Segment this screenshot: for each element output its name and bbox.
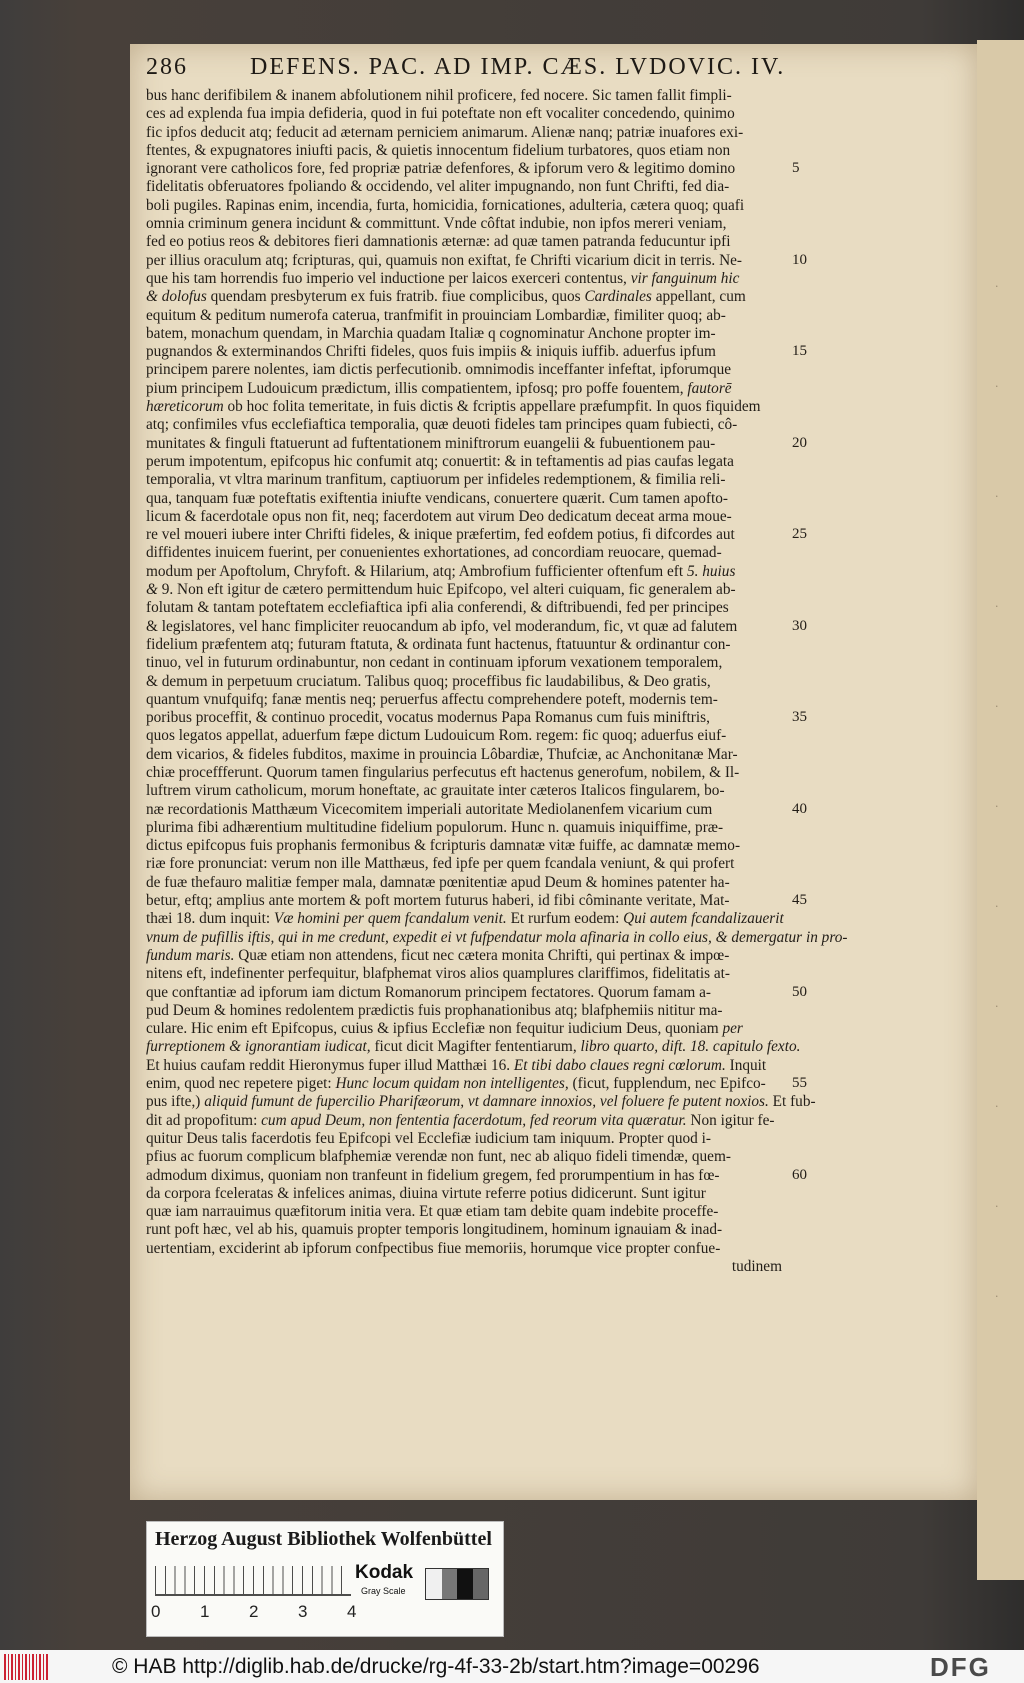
scale-ruler [155,1566,351,1596]
text-line [146,490,782,508]
text-span: pus ifte,) [146,1093,205,1111]
barcode-icon [4,1654,48,1680]
text-line [146,435,782,453]
text-span: ob hoc folita temeritate, in fuis dictis & fcriptis appellare præfumpfit. In quos fiquidem [223,398,761,416]
text-span: licum & facerdotale opus non fit, neq; facerdotem aut virum Deo dedicatum deceat arma moue- [146,507,732,525]
running-title: DEFENS. PAC. AD IMP. CÆS. LVDOVIC. IV. [250,54,786,80]
text-span: betur, eftq; amplius ante mortem & poft mortem futurus haberi, id fibi côminante veritate, Mat- [146,892,730,910]
text-line [146,380,782,398]
text-span: dem vicarios, & fideles fubditos, maxime in prouincia Lôbardiæ, Thufciæ, ac Anchonitanæ Mar- [146,745,738,763]
text-line [146,398,782,416]
text-line [146,526,782,544]
text-line [146,416,782,434]
line-number: 60 [792,1166,807,1183]
line-number: 30 [792,617,807,634]
text-span: Et fub- [768,1093,816,1111]
text-line [146,727,782,745]
text-line [146,636,782,654]
text-line [146,1203,782,1221]
text-span: fidelitatis obferuatores fpoliando & occidendo, vel aliter impugnando, non funt Chrifti, fed dia- [146,178,730,196]
text-line [146,1240,782,1258]
text-line [146,965,782,983]
text-span: nitens eft, indefinenter perfequitur, blafphemat viros alios quamplures clariffimos, fidelitatis at- [146,965,731,983]
text-line [146,1002,782,1020]
text-line [146,1167,782,1185]
text-line [146,325,782,343]
text-span: & legislatores, vel hanc fimpliciter reuocandum ab ipfo, vel moderandum, fic, vt quæ ad falutem [146,617,738,635]
text-line [146,1185,782,1203]
text-span: perum impotentum, epifcopus hic confumit atq; conuertit: & in teftamentis ad pias caufas legata [146,452,734,470]
gray-scale-label: Gray Scale [361,1586,406,1596]
text-span: ficut dicit Magifter fententiarum, [370,1038,581,1056]
text-span: fic ipfos deducit atq; feducit ad æternam perniciem animarum. Alienæ nanq; patriæ inuafores exi- [146,123,744,141]
facing-page-edge: · · · · · · · · · · · [977,40,1024,1580]
italic-span: Et tibi dabo claues regni cœlorum. [513,1056,726,1074]
text-line [146,673,782,691]
text-line [146,1075,782,1093]
text-span: que his tam horrendis fuo imperio vel inductione per laicos exerceri contentus, [146,269,631,287]
text-line [146,1148,782,1166]
line-number: 5 [792,160,800,177]
text-span: Et huius caufam reddit Hieronymus fuper illud Matthæi 16. [146,1056,514,1074]
text-span: principem parere nolentes, iam dictis perfecutionib. omnimodis inceffanter infeftat, ipforumque [146,361,732,379]
text-line [146,928,848,947]
text-line [146,142,782,160]
text-line [146,581,782,599]
italic-span: aliquid fumunt de fupercilio Pharifæorum, vt damnare innoxios, vel foluere fe putent noxios. [204,1093,769,1111]
text-span: appellant, cum [651,288,746,306]
ruler-label: 4 [347,1602,357,1621]
text-line [146,1038,801,1056]
text-span: pud Deum & homines redolentem prædictis fuis prophanationibus atq; blafphemiis nititur ma- [146,1001,723,1019]
page-header [146,54,826,78]
line-number: 50 [792,983,807,1000]
italic-span: vir fanguinum hic [630,269,740,287]
text-line [146,124,782,142]
line-number: 55 [792,1075,807,1092]
italic-span: Hunc locum quidam non intelligentes, [335,1075,569,1093]
text-span: riæ fore pronunciat: verum non ille Matthæus, fed ipfe per quem fcandala veniunt, & qui profert [146,855,735,873]
text-line [146,764,782,782]
text-span: pugnandos & exterminandos Chrifti fideles, quos fuis impiis & iniquis iuffib. aduerfus ipfum [146,343,716,361]
text-line [146,508,782,526]
text-line [146,618,782,636]
text-span: ftentes, & expugnatores iniufti pacis, & quietis innocentum fidelium turbatores, quos etiam non [146,141,731,159]
text-span: re vel moueri iubere inter Chrifti fideles, & inique præfertim, fed eofdem potius, fi difcordes aut [146,526,735,544]
text-line [146,1093,816,1111]
text-line [146,709,782,727]
text-span: equitum & peditum numerofa caterua, tranfmifit in prouinciam Lombardiæ, fimiliter quoq; ab- [146,306,726,324]
italic-span: fundum maris. [146,946,235,964]
text-span: de fuæ thefauro malitiæ femper mala, damnatæ pœnitentiæ apud Deum & homines patenter ha- [146,873,730,891]
italic-span: Cardinales [584,288,652,306]
text-span: quantum vnufquifq; fanæ mentis neq; peruerfus affectu comprehendere poteft, modernis tem- [146,690,718,708]
text-line [146,691,782,709]
italic-span: Væ homini per quem fcandalum venit. [273,910,507,928]
text-span: culare. Hic enim eft Epifcopus, cuius & ipfius Ecclefiæ non fequitur iudicium Deus, quoniam [146,1020,723,1038]
text-line [146,837,782,855]
italic-span: hæreticorum [146,398,224,416]
text-span: folutam & tantam poteftatem ecclefiaftica ipfi alia conferendi, & diftribuendi, fed per principes [146,599,729,617]
italic-span: vnum de pufillis iftis, qui in me credunt, expedit ei vt fufpendatur mola afinaria in collo eius, & demergatur in pro- [146,928,848,946]
text-span: ces ad explenda fua impia defideria, quod in fui poteftate non eft vocaliter concedendo, quinimo [146,105,735,123]
text-line [146,1057,782,1075]
text-line [146,1258,782,1276]
text-span: Quæ etiam non attendens, ficut nec cætera monita Chrifti, qui pertinax & impœ- [234,946,730,964]
text-line [146,471,782,489]
text-span: modum per Apoftolum, Chryfoft. & Hilarium, atq; Ambrofium fufficienter oftenfum eft [146,562,687,580]
text-line [146,654,782,672]
text-line [146,1221,782,1239]
text-line [146,782,782,800]
text-line [146,87,782,105]
text-line [146,160,782,178]
text-line [146,563,782,581]
text-span: enim, quod nec repetere piget: [146,1075,336,1093]
text-line [146,233,782,251]
text-span: poribus proceffit, & continuo procedit, vocatus modernus Papa Romanus cum fuis miniftris, [146,709,710,727]
text-line [146,307,782,325]
text-line [146,361,782,379]
text-span: que conftantiæ ad ipforum iam dictum Romanorum principem fectatores. Quorum famam a- [146,983,711,1001]
text-line [146,453,782,471]
text-span: qua, tanquam fuæ poteftatis exiftentia iniufte vendicans, conuertere quærit. Cum tamen apofto- [146,489,728,507]
text-span: runt poft hæc, vel ab his, quamuis propter temporis longitudinem, hominum ignauiam & inad- [146,1221,723,1239]
text-line [146,746,782,764]
text-span: tudinem [731,1258,782,1275]
text-span: per illius oraculum atq; fcripturas, qui, quamuis non exiftat, fe Chrifti vicarium dicit in terris. Ne- [146,251,742,269]
text-span: quæ iam narrauimus quæfitorum initia vera. Et quæ etiam tam debite quam indebite proceffe- [146,1203,719,1221]
italic-span: Qui autem fcandalizauerit [623,910,784,928]
text-span: Non igitur fe- [686,1111,775,1129]
line-number: 20 [792,434,807,451]
text-span: luftrem virum catholicum, morum honeftate, ac grauitate inter cæteros Italicos fingularem, bo- [146,782,725,800]
text-span: tinuo, vel in futurum ordinabuntur, non cedant in continuam ipforum vexationem temporalem, [146,654,723,672]
text-line [146,544,782,562]
text-span: ignorant vere catholicos fore, fed propriæ patriæ defenfores, & ipforum vero & legitimo domino [146,160,736,178]
text-span: quitur Deus talis facerdotis feu Epifcopi vel Ecclefiæ iudicium tam iniquum. Propter quod i- [146,1129,711,1147]
text-span: da corpora fceleratas & infelices animas, diuina virtute referre potius didicerunt. Sunt igitur [146,1184,706,1202]
page-number: 286 [146,54,188,80]
text-span: fidelium præfentem atq; futuram ftatuta, & ordinata funt hactenus, ftatuuntur & ordinantur con- [146,635,731,653]
text-span: batem, monachum quendam, in Marchia quadam Italiæ q cognominatur Anchone propter im- [146,324,716,342]
text-span: diffidentes inuicem fuerint, per conuenientes exhortationes, ad concordiam reuocare, quemad- [146,544,722,562]
text-span: uertentiam, exciderint ab ipforum confpectibus fiue memoriis, horumque vice propter confue- [146,1239,721,1257]
text-span: quendam presbyterum ex fuis fratrib. fiue complicibus, quos [206,288,585,306]
line-number: 15 [792,343,807,360]
text-line [146,197,782,215]
text-span: Inquit [725,1056,767,1074]
text-line [146,947,782,965]
text-span: thæi 18. dum inquit: [146,910,274,928]
text-line [146,599,782,617]
text-line [146,984,782,1002]
text-line [146,105,782,123]
gray-scale-patch [425,1568,489,1600]
text-span: temporalia, vt vltra marinum tranfitum, captiuorum per infideles redemptionem, & fimilia reli- [146,471,726,489]
text-span: admodum diximus, quoniam non tranfeunt in fidelium gregem, fed prorumpentium in has fœ- [146,1166,720,1184]
text-span: Et rurfum eodem: [506,910,624,928]
italic-span: furreptionem & ignorantiam iudicat, [146,1038,371,1056]
italic-span: & [146,581,162,599]
text-line [146,1020,782,1038]
text-span: pium principem Ludouicum prædictum, illis compatientem, ipfosq; pro poffe fouentem, [146,379,688,397]
text-line [146,1130,782,1148]
italic-span: cum apud Deum, non fententia facerdotum, fed reorum vita quæratur. [261,1111,687,1129]
text-line [146,178,782,196]
italic-span: fautorē [687,379,732,397]
text-span: fed eo potius reos & debitores fieri damnationis æternæ: ad quæ tamen patranda feducuntur ipfi [146,233,731,251]
text-span: plurima fibi adhærentium multitudine fidelium populorum. Hunc n. quamuis iniquiffime, præ- [146,818,724,836]
text-span: quos legatos appellat, aduerfum fæpe dictum Ludouicum Rom. regem: fic quoq; aduerfus eiuf- [146,727,727,745]
text-line [146,801,782,819]
line-number: 40 [792,800,807,817]
copyright-link[interactable]: © HAB http://diglib.hab.de/drucke/rg-4f-33-2b/start.htm?image=00296 [112,1655,760,1678]
italic-span: libro quarto, dift. 18. capitulo fexto. [580,1038,801,1056]
line-number: 10 [792,251,807,268]
text-span: (ficut, fupplendum, nec Epifco- [568,1075,766,1093]
text-line [146,874,782,892]
text-span: & demum in perpetuum cruciatum. Talibus quoq; proceffibus fic laudabilibus, & Deo gratis, [146,672,711,690]
italic-span: 5. huius [686,562,736,580]
text-line [146,855,782,873]
text-span: dit ad propofitum: [146,1111,262,1129]
text-span: boli pugiles. Rapinas enim, incendia, furta, homicidia, fornicationes, adulteria, cætera quoq; quafi [146,196,745,214]
line-number: 35 [792,709,807,726]
color-target-card [146,1521,504,1637]
dfg-logo: DFG [930,1652,991,1682]
line-number: 25 [792,526,807,543]
kodak-logo: Kodak [355,1562,414,1583]
text-line [146,1112,782,1130]
text-span: dictus epifcopus fuis prophanis fermonibus & fcripturis damnatæ vitæ fuiffe, ac damnatæ memo- [146,837,741,855]
text-line [146,215,782,233]
text-line [146,252,782,270]
line-number: 45 [792,892,807,909]
text-line [146,288,782,306]
text-line [146,270,782,288]
text-span: chiæ proceffferunt. Quorum tamen fingularius perfecutus eft hactenus generofum, nobilem, & Il- [146,763,740,781]
ruler-label: 1 [200,1602,210,1621]
text-span: 9. Non eft igitur de cætero permittendum huic Epifcopo, vel alteri cuiquam, fic generalem ab- [161,581,736,599]
text-span: bus hanc derifibilem & inanem abfolutionem nihil proficere, fed nocere. Sic tamen fallit fimpli- [146,87,732,104]
text-line [146,892,782,910]
text-line [146,343,782,361]
ruler-label: 0 [151,1602,161,1621]
text-line [146,819,782,837]
text-span: pfius ac fuorum complicum blafphemiæ verendæ non funt, nec ab aliquo fideli timendæ, quem- [146,1148,731,1166]
ruler-label: 2 [249,1602,259,1621]
library-name: Herzog August Bibliothek Wolfenbüttel [155,1528,492,1550]
italic-span: & dolofus [146,288,207,306]
text-span: omnia criminum genera incidunt & committunt. Vnde côftat indubie, non ipfos mereri veniam, [146,215,727,233]
text-line [146,910,782,928]
text-span: næ recordationis Matthæum Vicecomitem imperiali autoritate Mediolanenfem vicarium cum [146,800,713,818]
text-span: munitates & finguli ftatuerunt ad fuftentationem miniftrorum euangelii & fubuentionem pau- [146,434,716,452]
ruler-label: 3 [298,1602,308,1621]
text-span: atq; confimiles vfus ecclefiaftica temporalia, quæ deuoti fideles tam principes quam fubiecti, cô- [146,416,738,434]
footer-bar [0,1650,1024,1683]
italic-span: per [722,1020,743,1038]
